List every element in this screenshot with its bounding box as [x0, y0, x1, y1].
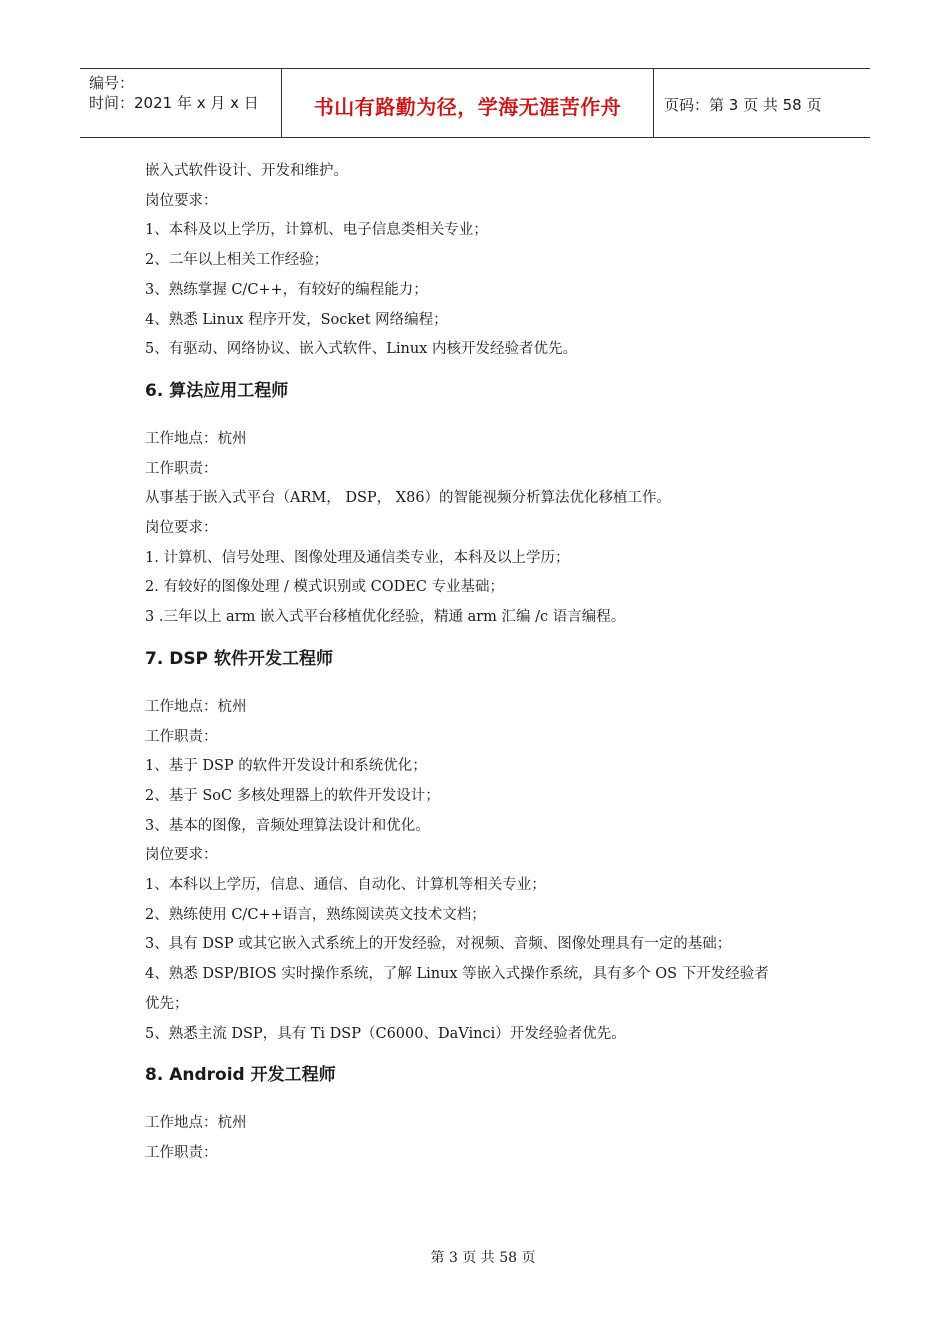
text-line: 1、本科以上学历，信息、通信、自动化、计算机等相关专业； [145, 877, 546, 894]
text-line: 1、基于 DSP 的软件开发设计和系统优化； [145, 758, 427, 775]
text-line: 工作职责： [145, 1144, 218, 1161]
text-line: 3、基本的图像，音频处理算法设计和优化。 [145, 817, 430, 834]
section-heading: 6. 算法应用工程师 [145, 380, 289, 401]
text-line: 2. 有较好的图像处理 / 模式识别或 CODEC 专业基础； [145, 579, 505, 596]
text-line: 从事基于嵌入式平台（ARM， DSP， X86）的智能视频分析算法优化移植工作。 [145, 490, 672, 507]
document-time: 时间：2021 年 x 月 x 日 [89, 94, 259, 112]
text-line: 1. 计算机、信号处理、图像处理及通信类专业，本科及以上学历； [145, 549, 570, 566]
text-line: 岗位要求： [145, 192, 218, 209]
text-line: 4、熟悉 Linux 程序开发，Socket 网络编程； [145, 311, 448, 328]
text-line: 嵌入式软件设计、开发和维护。 [145, 163, 348, 179]
text-line: 优先； [145, 995, 189, 1012]
header-meta [80, 69, 282, 137]
text-line: 2、熟练使用 C/C++语言，熟练阅读英文技术文档； [145, 906, 486, 923]
text-line: 3、具有 DSP 或其它嵌入式系统上的开发经验，对视频、音频、图像处理具有一定的基础； [145, 936, 732, 953]
section-heading: 8. Android 开发工程师 [145, 1065, 336, 1086]
section-heading: 7. DSP 软件开发工程师 [145, 648, 333, 669]
text-line: 2、基于 SoC 多核处理器上的软件开发设计； [145, 787, 440, 804]
document-number-label: 编号： [89, 74, 135, 92]
text-line: 5、熟悉主流 DSP，具有 Ti DSP（C6000、DaVinci）开发经验者优先。 [145, 1025, 626, 1042]
text-line: 岗位要求： [145, 520, 218, 537]
text-line: 工作地点：杭州 [145, 1115, 247, 1132]
text-line: 岗位要求： [145, 847, 218, 864]
text-line: 工作职责： [145, 460, 218, 477]
text-line: 工作地点：杭州 [145, 430, 247, 447]
page-header [80, 68, 870, 138]
text-line: 工作地点：杭州 [145, 698, 247, 715]
text-line: 工作职责： [145, 728, 218, 745]
text-line: 5、有驱动、网络协议、嵌入式软件、Linux 内核开发经验者优先。 [145, 341, 577, 358]
text-line: 3 .三年以上 arm 嵌入式平台移植优化经验，精通 arm 汇编 /c 语言编程。 [145, 609, 626, 626]
page-footer: 第 3 页 共 58 页 [430, 1250, 536, 1266]
text-line: 1、本科及以上学历，计算机、电子信息类相关专业； [145, 222, 488, 239]
text-line: 3、熟练掌握 C/C++，有较好的编程能力； [145, 281, 428, 298]
header-motto: 书山有路勤为径，学海无涯苦作舟 [282, 69, 654, 137]
text-line: 2、二年以上相关工作经验； [145, 252, 329, 269]
text-line: 4、熟悉 DSP/BIOS 实时操作系统，了解 Linux 等嵌入式操作系统，具有多个 OS 下开发经验者 [145, 966, 769, 983]
document-body [145, 157, 825, 1169]
header-page-info: 页码：第 3 页 共 58 页 [664, 95, 822, 114]
